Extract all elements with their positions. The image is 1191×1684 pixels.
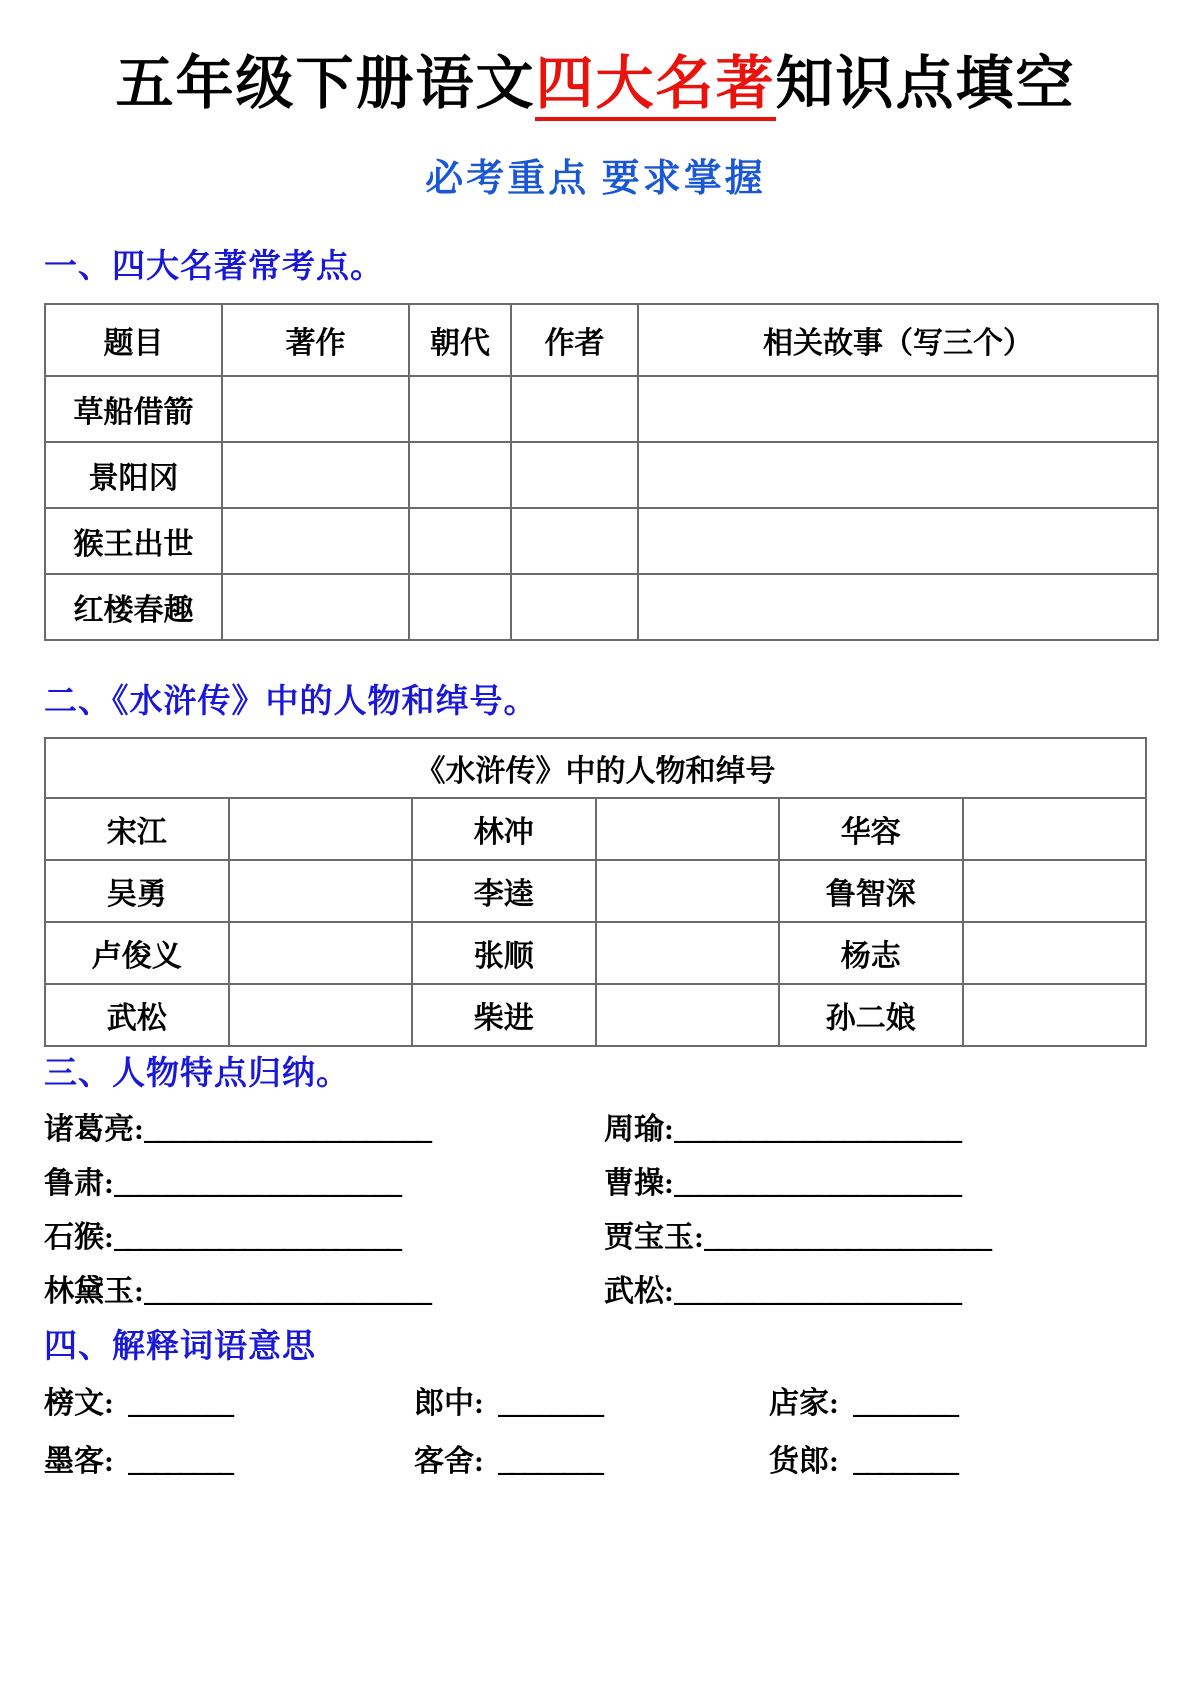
list-item — [44, 1212, 1147, 1256]
table-row — [45, 860, 1146, 922]
cell-stories[interactable] — [638, 376, 1158, 442]
list-item — [44, 1266, 1147, 1310]
cell-author[interactable] — [511, 442, 638, 508]
list-item — [44, 1104, 1147, 1148]
cell-stories[interactable] — [638, 442, 1158, 508]
cell-character-name: 杨志 — [779, 922, 963, 984]
section-3-heading: 三、人物特点归纳。 — [44, 1055, 350, 1092]
word-entry-bangwen — [44, 1378, 414, 1422]
cell-character-name: 吴勇 — [45, 860, 229, 922]
word-label: 墨客: — [44, 1444, 114, 1478]
cell-character-nickname[interactable] — [596, 860, 780, 922]
cell-character-nickname[interactable] — [596, 984, 780, 1046]
cell-character-nickname[interactable] — [596, 922, 780, 984]
cell-character-name: 武松 — [45, 984, 229, 1046]
cell-character-name: 华容 — [779, 798, 963, 860]
answer-blank[interactable]: ______________________ — [704, 1221, 990, 1255]
cell-character-nickname[interactable] — [229, 984, 413, 1046]
trait-label: 周瑜: — [604, 1113, 674, 1147]
trait-entry-caocao — [604, 1158, 1147, 1202]
cell-stories[interactable] — [638, 508, 1158, 574]
answer-blank[interactable]: ______________________ — [674, 1275, 960, 1309]
cell-author[interactable] — [511, 508, 638, 574]
word-entry-moke — [44, 1436, 414, 1480]
answer-blank[interactable]: ______________________ — [114, 1167, 400, 1201]
cell-character-name: 柴进 — [412, 984, 596, 1046]
page-subtitle: 必考重点 要求掌握 — [425, 157, 766, 200]
cell-stories[interactable] — [638, 574, 1158, 640]
table-header-row — [45, 304, 1158, 376]
table-caption: 《水浒传》中的人物和绰号 — [45, 738, 1146, 798]
cell-character-name: 鲁智深 — [779, 860, 963, 922]
column-header-stories: 相关故事（写三个） — [638, 304, 1158, 376]
column-header-author: 作者 — [511, 304, 638, 376]
cell-character-name: 林冲 — [412, 798, 596, 860]
character-traits-list — [44, 1104, 1147, 1320]
cell-character-nickname[interactable] — [596, 798, 780, 860]
cell-title: 红楼春趣 — [45, 574, 222, 640]
word-label: 郎中: — [414, 1386, 484, 1420]
answer-blank[interactable]: ______________________ — [144, 1275, 430, 1309]
table-row — [45, 922, 1146, 984]
cell-character-name: 张顺 — [412, 922, 596, 984]
cell-dynasty[interactable] — [409, 376, 511, 442]
trait-entry-lindaiyu — [44, 1266, 604, 1310]
famous-works-table — [44, 303, 1159, 641]
word-label: 榜文: — [44, 1386, 114, 1420]
word-entry-huolang — [769, 1436, 1147, 1480]
section-2-heading: 二、《水浒传》中的人物和绰号。 — [44, 684, 538, 721]
trait-entry-wusong — [604, 1266, 1147, 1310]
word-label: 客舍: — [414, 1444, 484, 1478]
title-highlight: 四大名著 — [535, 51, 775, 121]
list-item — [44, 1378, 1147, 1422]
column-header-title: 题目 — [45, 304, 222, 376]
word-entry-dianjia — [769, 1378, 1147, 1422]
table-row — [45, 442, 1158, 508]
list-item — [44, 1158, 1147, 1202]
cell-work[interactable] — [222, 442, 409, 508]
table-caption-row — [45, 738, 1146, 798]
section-1-heading: 一、四大名著常考点。 — [44, 248, 384, 285]
trait-label: 林黛玉: — [44, 1275, 144, 1309]
cell-character-nickname[interactable] — [229, 860, 413, 922]
trait-entry-zhugeliang — [44, 1104, 604, 1148]
column-header-work: 著作 — [222, 304, 409, 376]
trait-entry-lusu — [44, 1158, 604, 1202]
table-row — [45, 376, 1158, 442]
cell-author[interactable] — [511, 376, 638, 442]
cell-character-nickname[interactable] — [963, 798, 1147, 860]
cell-work[interactable] — [222, 574, 409, 640]
cell-character-name: 宋江 — [45, 798, 229, 860]
word-label: 货郎: — [769, 1444, 839, 1478]
word-meaning-list — [44, 1378, 1147, 1480]
cell-character-name: 孙二娘 — [779, 984, 963, 1046]
trait-label: 诸葛亮: — [44, 1113, 144, 1147]
section-4-heading: 四、解释词语意思 — [44, 1329, 316, 1366]
page-title — [44, 0, 1147, 121]
cell-title: 草船借箭 — [45, 376, 222, 442]
cell-dynasty[interactable] — [409, 508, 511, 574]
cell-character-nickname[interactable] — [229, 922, 413, 984]
trait-label: 鲁肃: — [44, 1167, 114, 1201]
cell-dynasty[interactable] — [409, 442, 511, 508]
trait-entry-shihou — [44, 1212, 604, 1256]
answer-blank[interactable]: ________ — [853, 1386, 957, 1420]
cell-author[interactable] — [511, 574, 638, 640]
answer-blank[interactable]: ________ — [128, 1386, 232, 1420]
cell-character-name: 李逵 — [412, 860, 596, 922]
answer-blank[interactable]: ________ — [498, 1386, 602, 1420]
cell-character-name: 卢俊义 — [45, 922, 229, 984]
table-row — [45, 984, 1146, 1046]
column-header-dynasty: 朝代 — [409, 304, 511, 376]
answer-blank[interactable]: ______________________ — [114, 1221, 400, 1255]
table-row — [45, 508, 1158, 574]
cell-title: 景阳冈 — [45, 442, 222, 508]
answer-blank[interactable]: ______________________ — [674, 1113, 960, 1147]
title-prefix: 五年级下册语文 — [115, 51, 536, 116]
cell-work[interactable] — [222, 508, 409, 574]
trait-entry-jiabaoyu — [604, 1212, 1147, 1256]
cell-character-nickname[interactable] — [963, 984, 1147, 1046]
answer-blank[interactable]: ________ — [853, 1444, 957, 1478]
trait-label: 石猴: — [44, 1221, 114, 1255]
answer-blank[interactable]: ______________________ — [674, 1167, 960, 1201]
answer-blank[interactable]: ________ — [498, 1444, 602, 1478]
water-margin-nickname-table — [44, 737, 1147, 1047]
trait-label: 贾宝玉: — [604, 1221, 704, 1255]
cell-title: 猴王出世 — [45, 508, 222, 574]
cell-character-nickname[interactable] — [963, 922, 1147, 984]
cell-dynasty[interactable] — [409, 574, 511, 640]
table-row — [45, 574, 1158, 640]
title-suffix: 知识点填空 — [775, 51, 1076, 116]
word-entry-keshe — [414, 1436, 769, 1480]
trait-entry-zhouyu — [604, 1104, 1147, 1148]
word-entry-langzhong — [414, 1378, 769, 1422]
table-row — [45, 798, 1146, 860]
cell-character-nickname[interactable] — [229, 798, 413, 860]
answer-blank[interactable]: ________ — [128, 1444, 232, 1478]
word-label: 店家: — [769, 1386, 839, 1420]
answer-blank[interactable]: ______________________ — [144, 1113, 430, 1147]
trait-label: 武松: — [604, 1275, 674, 1309]
cell-work[interactable] — [222, 376, 409, 442]
cell-character-nickname[interactable] — [963, 860, 1147, 922]
list-item — [44, 1436, 1147, 1480]
trait-label: 曹操: — [604, 1167, 674, 1201]
